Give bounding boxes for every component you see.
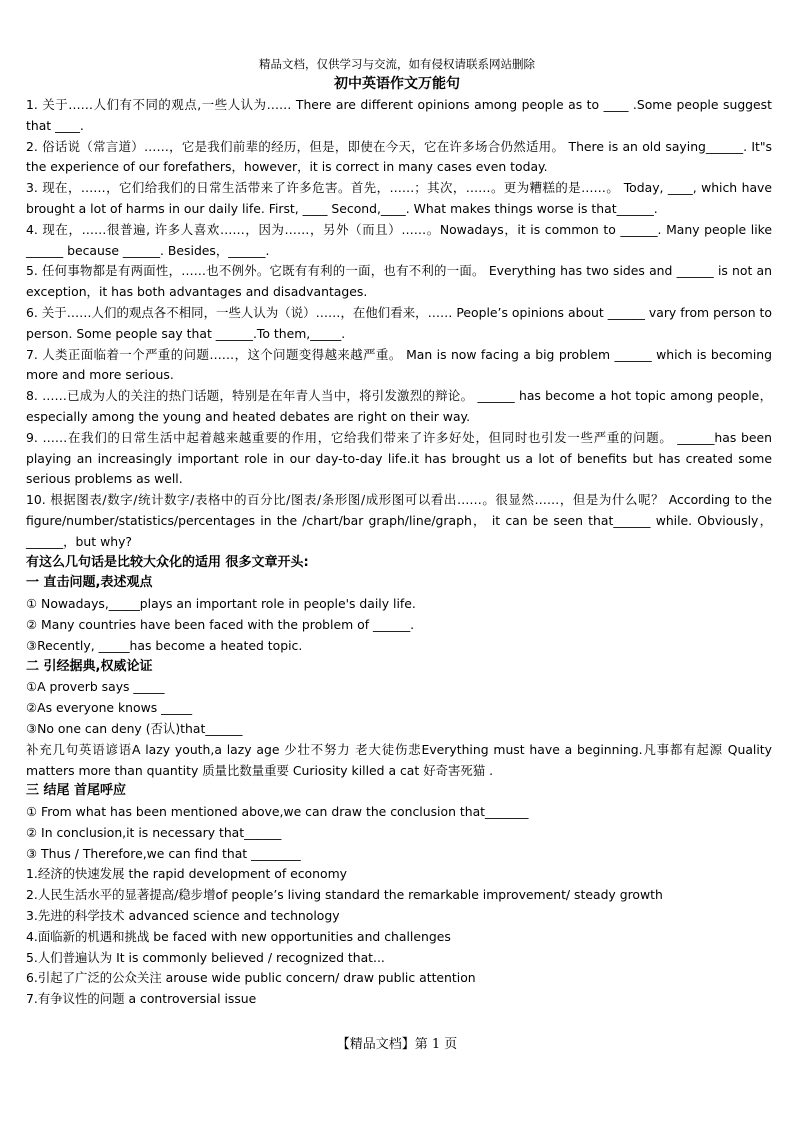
list-item: 9. ……在我们的日常生活中起着越来越重要的作用，它给我们带来了许多好处，但同时也引发一些严重的问题。 ______has been playing an increasingly important role in our day-to-day life.it has brought us a lot of benefits but has created some serious problems as well. bbox=[26, 429, 772, 487]
section-line: ③No one can deny (否认)that______ bbox=[26, 720, 243, 736]
section-heading: 二 引经据典,权威论证 bbox=[26, 658, 153, 674]
page-title: 初中英语作文万能句 bbox=[334, 76, 460, 92]
section-heading: 一 直击问题,表述观点 bbox=[26, 575, 153, 591]
section-line: ① Nowadays,_____plays an important role in people's daily life. bbox=[26, 596, 416, 612]
phrase-item: 2.人民生活水平的显著提高/稳步增of people’s living standard the remarkable improvement/ steady growth bbox=[26, 887, 663, 903]
proverb-supplement: 补充几句英语谚语A lazy youth,a lazy age 少壮不努力 老大徒伤悲Everything must have a beginning.凡事都有起源 Quality matters more than quantity 质量比数量重要 Curiosity killed a cat 好奇害死猫 . bbox=[26, 741, 772, 778]
copyright-notice: 精品文档，仅供学习与交流，如有侵权请联系网站删除 bbox=[259, 57, 535, 71]
phrase-item: 1.经济的快速发展 the rapid development of economy bbox=[26, 866, 347, 882]
document-body bbox=[26, 95, 772, 1010]
list-item: 5. 任何事物都是有两面性，……也不例外。它既有有利的一面，也有不利的一面。 Everything has two sides and ______ is not an exception，it has both advantages and disadvantages. bbox=[26, 263, 772, 300]
section-line: ③Recently, _____has become a heated topic. bbox=[26, 637, 303, 653]
phrase-item: 6.引起了广泛的公众关注 arouse wide public concern/ draw public attention bbox=[26, 970, 476, 986]
list-item: 4. 现在，……很普遍, 许多人喜欢……，因为……，另外（而且）……。Nowadays，it is common to ______. Many people like ______ because ______. Besides，______. bbox=[26, 221, 772, 258]
phrase-item: 5.人们普遍认为 It is commonly believed / recognized that... bbox=[26, 949, 385, 965]
list-item: 3. 现在，……，它们给我们的日常生活带来了许多危害。首先，……；其次，……。更为糟糕的是……。 Today, ____, which have brought a lot of harms in our daily life. First, ____ Second,____. What makes things worse is that______. bbox=[26, 180, 772, 216]
section-line: ② Many countries have been faced with the problem of ______. bbox=[26, 616, 415, 632]
section-heading: 三 结尾 首尾呼应 bbox=[26, 783, 127, 799]
list-item: 6. 关于……人们的观点各不相同，一些人认为（说）……，在他们看来，…… People’s opinions about ______ vary from person to person. Some people say that ______.To them,_____. bbox=[26, 304, 772, 341]
intro-heading: 有这么几句话是比较大众化的适用 很多文章开头: bbox=[26, 554, 309, 570]
section-line: ②As everyone knows _____ bbox=[26, 700, 193, 716]
section-line: ② In conclusion,it is necessary that______ bbox=[26, 824, 282, 840]
phrase-item: 3.先进的科学技术 advanced science and technology bbox=[26, 908, 340, 924]
list-item: 7. 人类正面临着一个严重的问题……，这个问题变得越来越严重。 Man is now facing a big problem ______ which is becoming more and more serious. bbox=[26, 346, 772, 383]
list-item: 1. 关于……人们有不同的观点,一些人认为…… There are different opinions among people as to ____ .Some people suggest that ____. bbox=[26, 97, 772, 133]
list-item: 8. ……已成为人的关注的热门话题，特别是在年青人当中，将引发激烈的辩论。 ______ has become a hot topic among people，especially among the young and heated debates are right on their way. bbox=[26, 388, 772, 424]
page-footer: 【精品文档】第 1 页 bbox=[336, 1037, 458, 1052]
list-item: 10. 根据图表/数字/统计数字/表格中的百分比/图表/条形图/成形图可以看出……。很显然……，但是为什么呢？ According to the figure/number/statistics/percentages in the /chart/bar graph/line/graph， it can be seen that______ while. Obviously，______，but why? bbox=[26, 492, 772, 549]
section-line: ①A proverb says _____ bbox=[26, 679, 165, 695]
phrase-item: 7.有争议性的问题 a controversial issue bbox=[26, 991, 257, 1007]
section-line: ③ Thus / Therefore,we can find that ________ bbox=[26, 845, 301, 861]
phrase-item: 4.面临新的机遇和挑战 be faced with new opportunities and challenges bbox=[26, 928, 451, 944]
list-item: 2. 俗话说（常言道）……，它是我们前辈的经历，但是，即使在今天，它在许多场合仍然适用。 There is an old saying______. It"s the experience of our forefathers，however，it is correct in many cases even today. bbox=[26, 138, 772, 175]
section-line: ① From what has been mentioned above,we can draw the conclusion that_______ bbox=[26, 804, 529, 820]
